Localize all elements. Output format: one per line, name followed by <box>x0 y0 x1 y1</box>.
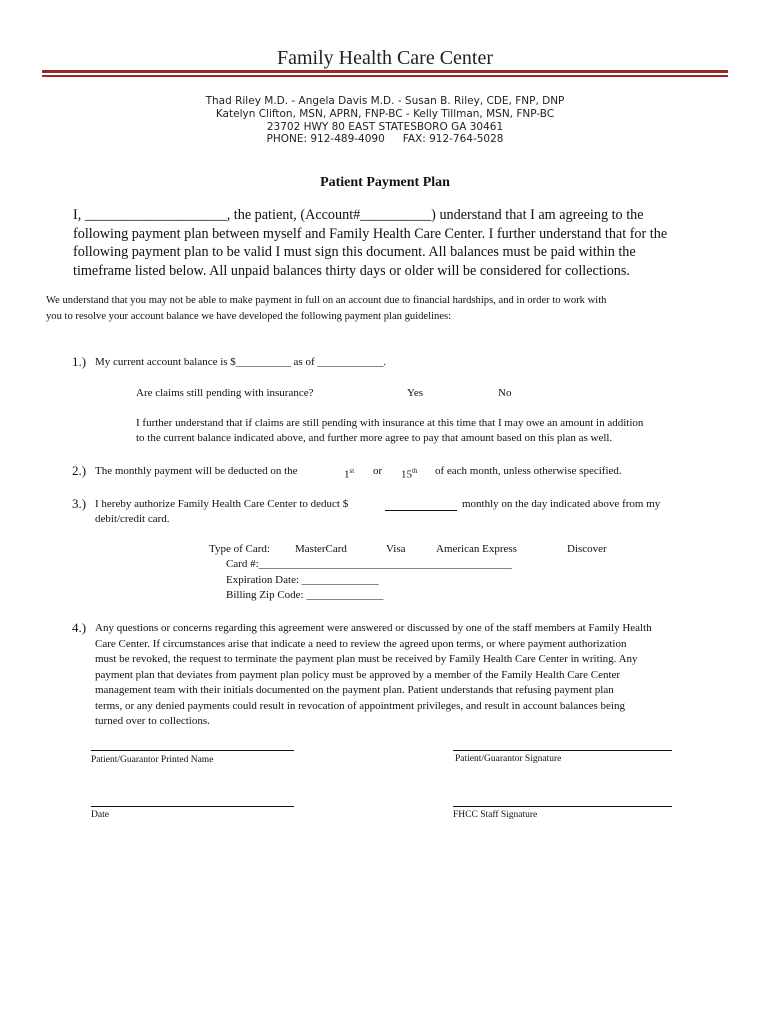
intro-line: following payment plan between myself and Family Health Care Center. I further understand that for the <box>73 225 668 242</box>
date-line[interactable] <box>91 806 294 807</box>
terms-paragraph <box>95 621 652 730</box>
card-option-visa[interactable]: Visa <box>386 543 406 555</box>
guidelines-line: you to resolve your account balance we have developed the following payment plan guidelines: <box>46 311 452 322</box>
pending-claims-text: I further understand that if claims are still pending with insurance at this time that I may owe an amount in addition <box>136 417 644 429</box>
provider-list: Thad Riley M.D. - Angela Davis M.D. - Susan B. Riley, CDE, FNP, DNP <box>205 95 565 107</box>
intro-line: following payment plan to be valid I must sign this document. All balances must be paid within the <box>73 244 636 260</box>
address: 23702 HWY 80 EAST STATESBORO GA 30461 <box>266 121 504 133</box>
staff-signature-label: FHCC Staff Signature <box>453 810 538 820</box>
terms-line: Any questions or concerns regarding this agreement were answered or discussed by one of the staff members at Family Health <box>95 622 652 634</box>
yes-option[interactable]: Yes <box>407 387 424 399</box>
item-number: 1.) <box>72 354 87 369</box>
staff-signature-line[interactable] <box>453 806 672 807</box>
fax-number: FAX: 912-764-5028 <box>402 133 504 145</box>
guidelines-line: We understand that you may not be able to make payment in full on an account due to financial hardships, and in order to work with <box>46 295 607 306</box>
terms-line: management team with their initials documented on the payment plan. Patient understands that refusing payment plan <box>95 684 614 696</box>
amount-blank[interactable] <box>385 510 457 511</box>
zip-field[interactable]: Billing Zip Code: ______________ <box>226 589 384 601</box>
form-heading: Patient Payment Plan <box>320 175 450 190</box>
deduction-tail: of each month, unless otherwise specified. <box>435 465 622 477</box>
card-option-amex[interactable]: American Express <box>436 543 517 555</box>
terms-line: must be revoked, the request to terminate the payment plan must be received by Family Health Care Center in writing. Any <box>95 653 638 665</box>
item-number: 2.) <box>72 463 87 478</box>
deduction-text: The monthly payment will be deducted on the <box>95 465 298 477</box>
item-number: 3.) <box>72 496 87 511</box>
intro-paragraph <box>73 206 723 280</box>
signature-label: Patient/Guarantor Signature <box>455 754 562 764</box>
printed-name-line[interactable] <box>91 750 294 751</box>
date-label: Date <box>91 810 109 820</box>
contact-line <box>0 133 770 145</box>
card-type-label: Type of Card: <box>209 543 270 555</box>
authorize-tail: monthly on the day indicated above from my <box>462 498 661 510</box>
signature-line[interactable] <box>453 750 672 751</box>
no-option[interactable]: No <box>498 387 512 399</box>
intro-line: timeframe listed below. All unpaid balances thirty days or older will be considered for collections. <box>73 262 630 279</box>
card-option-discover[interactable]: Discover <box>567 543 607 555</box>
or-text: or <box>373 465 383 477</box>
terms-line: terms, or any denied payments could result in revocation of appointment privileges, and result in account balances being <box>95 699 625 712</box>
provider-list-2: Katelyn Clifton, MSN, APRN, FNP-BC - Kelly Tillman, MSN, FNP-BC <box>215 108 555 120</box>
header-rule-thin <box>42 75 728 77</box>
card-option-mastercard[interactable]: MasterCard <box>295 543 347 555</box>
claims-question: Are claims still pending with insurance? <box>136 387 314 399</box>
phone-number: PHONE: 912-489-4090 <box>266 133 385 145</box>
guidelines-paragraph <box>46 293 726 325</box>
printed-name-label: Patient/Guarantor Printed Name <box>91 755 214 765</box>
document-title: Family Health Care Center <box>276 47 494 69</box>
header-rule <box>42 70 728 73</box>
terms-line: Care Center. If circumstances arise that indicate a need to review the agreed upon terms, or where payment authorization <box>95 637 627 650</box>
card-number-field[interactable]: Card #:______________________________________________ <box>226 558 512 570</box>
item-number: 4.) <box>72 620 87 635</box>
authorize-line-2: debit/credit card. <box>95 513 170 525</box>
first-option[interactable]: 1st <box>344 467 355 481</box>
terms-line: payment plan that deviates from payment plan policy must be approved by a member of the Family Health Care Center <box>95 668 621 681</box>
intro-line: I, ____________________, the patient, (Account#__________) understand that I am agreeing to the <box>73 207 644 223</box>
authorize-text: I hereby authorize Family Health Care Center to deduct $ <box>95 498 349 510</box>
pending-claims-text: to the current balance indicated above, and further more agree to pay that amount based on this plan as well. <box>136 432 613 444</box>
balance-line: My current account balance is $__________ as of ____________. <box>95 356 387 368</box>
expiration-field[interactable]: Expiration Date: ______________ <box>226 574 379 586</box>
terms-line: turned over to collections. <box>95 715 210 727</box>
fifteenth-option[interactable]: 15th <box>401 467 418 481</box>
